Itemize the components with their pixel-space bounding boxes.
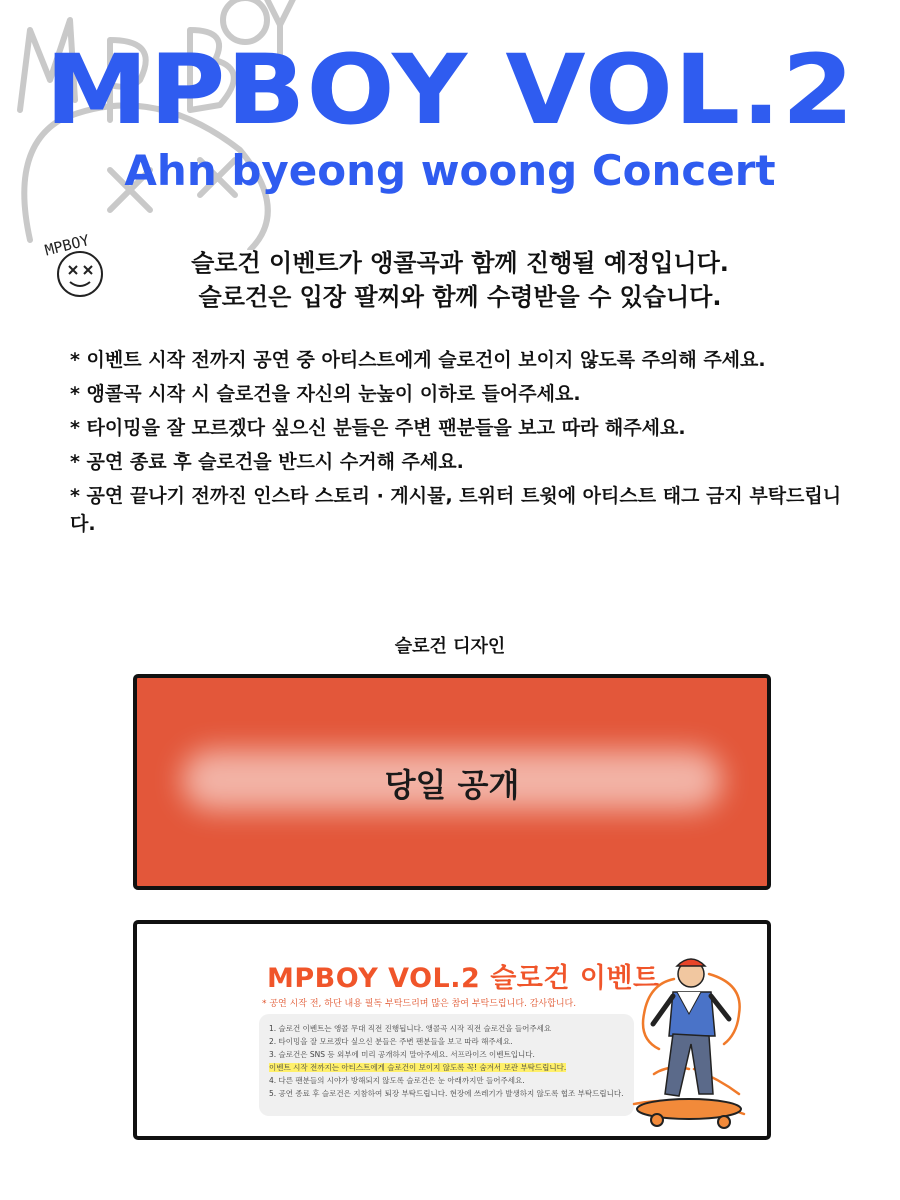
event-rule: 3. 슬로건은 SNS 등 외부에 미리 공개하지 말아주세요. 서프라이즈 이벤트입니다. (269, 1050, 535, 1059)
event-rule: 5. 공연 종료 후 슬로건은 지참하여 퇴장 부탁드립니다. 현장에 쓰레기가 발생하지 않도록 협조 부탁드립니다. (269, 1089, 624, 1098)
note-item: * 공연 끝나기 전까진 인스타 스토리 · 게시물, 트위터 트윗에 아티스트 태그 금지 부탁드립니다. (70, 485, 842, 535)
skater-illustration (629, 944, 759, 1134)
event-card (133, 920, 771, 1140)
note-item: * 공연 종료 후 슬로건을 반드시 수거해 주세요. (70, 451, 464, 473)
event-rule: 1. 슬로건 이벤트는 앵콜 무대 직전 진행됩니다. 앵콜곡 시작 직전 슬로건을 들어주세요 (269, 1024, 552, 1033)
event-card-notice: * 공연 시작 전, 하단 내용 필독 부탁드리며 많은 참여 부탁드립니다. 감사합니다. (262, 999, 577, 1009)
note-item: * 이벤트 시작 전까지 공연 중 아티스트에게 슬로건이 보이지 않도록 주의해 주세요. (70, 349, 766, 371)
subtitle: Ahn byeong woong Concert (124, 146, 776, 195)
event-card-title: MPBOY VOL.2 슬로건 이벤트 (267, 963, 660, 994)
highlight-text: 이벤트 시작 전까지는 아티스트에게 슬로건이 보이지 않도록 꼭! 숨겨서 보관 부탁드립니다. (269, 1063, 567, 1072)
intro-line-1: 슬로건 이벤트가 앵콜곡과 함께 진행될 예정입니다. (191, 249, 729, 277)
event-rule-highlight (269, 1061, 624, 1074)
main-title: MPBOY VOL.2 (45, 34, 855, 146)
small-logo-text: MPBOY (43, 231, 92, 260)
reveal-text: 당일 공개 (384, 766, 520, 804)
slogan-design-label: 슬로건 디자인 (394, 636, 506, 657)
note-item: * 타이밍을 잘 모르겠다 싶으신 분들은 주변 팬분들을 보고 따라 해주세요. (70, 417, 686, 439)
event-rule: 4. 다른 팬분들의 시야가 방해되지 않도록 슬로건은 눈 아래까지만 들어주세요. (269, 1076, 525, 1085)
slogan-design-preview (133, 674, 771, 890)
notes-list (70, 346, 850, 544)
event-rule: 2. 타이밍을 잘 모르겠다 싶으신 분들은 주변 팬분들을 보고 따라 해주세요. (269, 1037, 513, 1046)
event-rules-panel (259, 1014, 634, 1116)
intro-text (110, 246, 810, 314)
note-item: * 앵콜곡 시작 시 슬로건을 자신의 눈높이 이하로 들어주세요. (70, 383, 581, 405)
intro-line-2: 슬로건은 입장 팔찌와 함께 수령받을 수 있습니다. (198, 283, 722, 311)
